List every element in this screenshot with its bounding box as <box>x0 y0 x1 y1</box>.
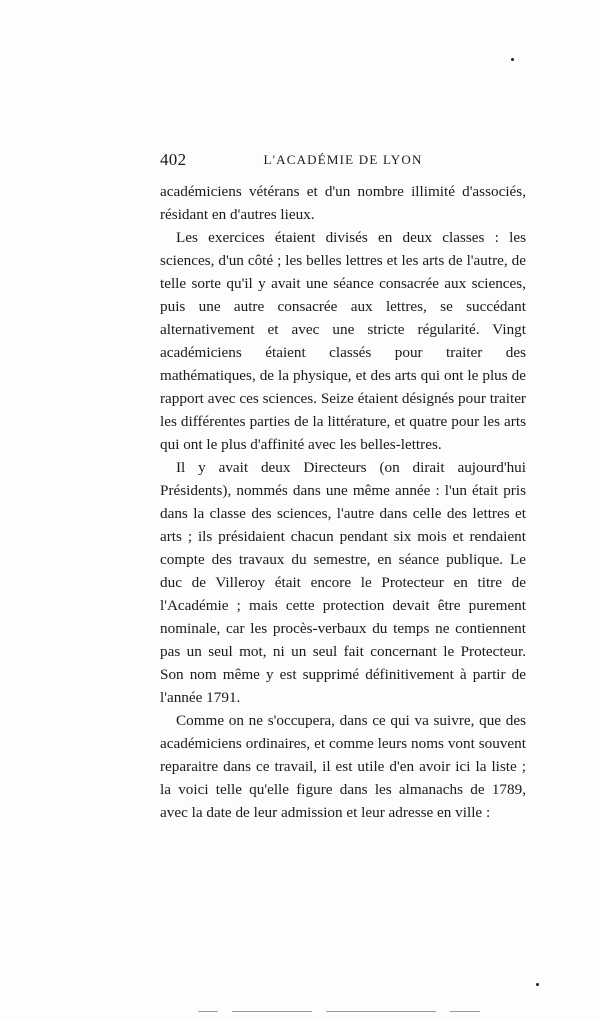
paragraph: Il y avait deux Directeurs (on dirait aujourd'hui Présidents), nommés dans une même année : l'un était pris dans la classe des sciences, l'autre dans celle des lettres et arts ; ils présidaient chacun pendant six mois et rendaient compte des travaux du semestre, en séance publique. Le duc de Villeroy était encore le Protecteur en titre de l'Académie ; mais cette protection devait être purement nominale, car les procès-verbaux du temps ne contiennent pas un seul mot, ni un seul fait concernant le Protecteur. Son nom même y est supprimé définitivement à partir de l'année 1791. <box>160 459 526 706</box>
speck-mark <box>511 58 514 61</box>
paragraph: académiciens vétérans et d'un nombre illimité d'associés, résidant en d'autres lieux. <box>160 183 526 223</box>
paragraph: Comme on ne s'occupera, dans ce qui va suivre, que des académiciens ordinaires, et comme leurs noms vont souvent reparaitre dans ce travail, il est utile d'en avoir ici la liste ; la voici telle qu'elle figure dans les almanachs de 1789, avec la date de leur admission et leur adresse en ville : <box>160 712 526 821</box>
speck-mark <box>536 983 539 986</box>
body-text <box>160 180 526 824</box>
page-number: 402 <box>160 150 187 169</box>
paragraph: Les exercices étaient divisés en deux classes : les sciences, d'un côté ; les belles lettres et les arts de l'autre, de telle sorte qu'il y avait une séance consacrée aux sciences, puis une autre consacrée aux lettres, se succédant alternativement et avec une stricte régularité. Vingt académiciens étaient classés pour traiter des mathématiques, de la physique, et des arts qui ont le plus de rapport avec ces sciences. Seize étaient désignés pour traiter les différentes parties de la littérature, et quatre pour les arts qui ont le plus d'affinité avec les belles-lettres. <box>160 229 526 453</box>
bottom-rules <box>198 1011 518 1012</box>
running-head: L'ACADÉMIE DE LYON <box>263 152 423 167</box>
